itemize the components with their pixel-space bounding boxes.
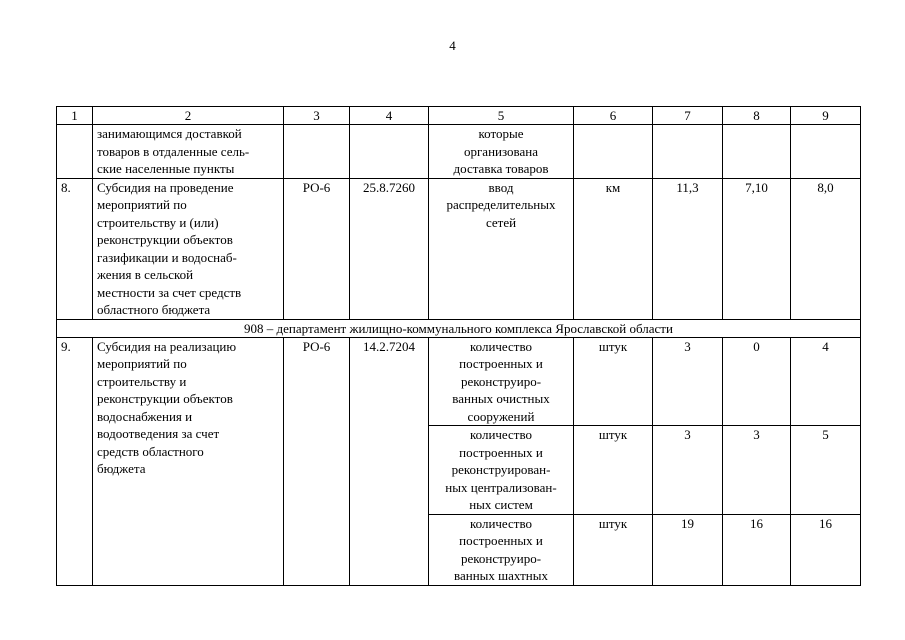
- row-number-cell: 9.: [57, 337, 93, 585]
- text-line: средств областного: [97, 443, 204, 459]
- value-cell: 5: [791, 426, 861, 515]
- code-cell: РО-6: [284, 337, 350, 585]
- kbk-cell: 25.8.7260: [350, 178, 429, 319]
- header-cell: 7: [653, 107, 723, 125]
- text-line: водоотведения за счет: [97, 426, 220, 441]
- row-number-cell: [57, 125, 93, 179]
- text-line: реконструиро-: [460, 550, 542, 566]
- measure-name-cell: [93, 125, 284, 179]
- text-line: мероприятий по: [97, 356, 187, 371]
- text-line: организована: [463, 143, 539, 159]
- text-line: занимающимся доставкой: [97, 126, 242, 141]
- unit-cell: км: [574, 178, 653, 319]
- header-row: [57, 107, 861, 125]
- indicator-cell: [429, 178, 574, 319]
- text-line: ские населенные пункты: [97, 161, 235, 176]
- header-cell: 5: [429, 107, 574, 125]
- page-number: 4: [449, 38, 456, 53]
- indicator-cell: [429, 514, 574, 585]
- text-line: сооружений: [467, 408, 535, 424]
- text-line: ных централизован-: [445, 479, 557, 495]
- unit-cell: штук: [574, 514, 653, 585]
- table-row: [57, 337, 861, 426]
- table-row: [57, 125, 861, 179]
- text-line: которые: [478, 126, 524, 141]
- text-line: ных систем: [469, 497, 533, 512]
- text-line: построенных и: [459, 533, 543, 548]
- text-line: сетей: [485, 214, 517, 230]
- value-cell: 16: [791, 514, 861, 585]
- value-cell: [791, 125, 861, 179]
- text-line: товаров в отдаленные сель-: [97, 143, 250, 159]
- text-line: областного бюджета: [97, 302, 211, 317]
- text-line: реконструирован-: [451, 462, 551, 477]
- text-line: газификации и водоснаб-: [97, 249, 237, 265]
- text-line: доставка товаров: [453, 161, 549, 176]
- text-line: водоснабжения и: [97, 408, 193, 424]
- header-cell: 6: [574, 107, 653, 125]
- code-cell: РО-6: [284, 178, 350, 319]
- text-line: ванных шахтных: [454, 568, 548, 583]
- indicator-cell: [429, 125, 574, 179]
- indicator-table: [56, 106, 861, 586]
- value-cell: 11,3: [653, 178, 723, 319]
- value-cell: 3: [653, 337, 723, 426]
- header-cell: 9: [791, 107, 861, 125]
- department-row: [57, 319, 861, 337]
- value-cell: 16: [723, 514, 791, 585]
- indicator-cell: [429, 426, 574, 515]
- unit-cell: штук: [574, 337, 653, 426]
- text-line: мероприятий по: [97, 197, 187, 212]
- unit-cell: штук: [574, 426, 653, 515]
- header-cell: 1: [57, 107, 93, 125]
- text-line: построенных и: [459, 444, 543, 460]
- text-line: ввод: [488, 179, 514, 195]
- text-line: Субсидия на реализацию: [97, 338, 237, 354]
- header-cell: 4: [350, 107, 429, 125]
- value-cell: 19: [653, 514, 723, 585]
- text-line: ванных очистных: [452, 391, 550, 406]
- text-line: реконструкции объектов: [97, 391, 233, 406]
- kbk-cell: [350, 125, 429, 179]
- row-number-cell: 8.: [57, 178, 93, 319]
- text-line: жения в сельской: [97, 267, 194, 282]
- header-cell: 3: [284, 107, 350, 125]
- text-line: количество: [469, 338, 533, 354]
- text-line: построенных и: [459, 356, 543, 371]
- value-cell: 3: [653, 426, 723, 515]
- text-line: реконструиро-: [460, 373, 542, 389]
- value-cell: 8,0: [791, 178, 861, 319]
- table-row: [57, 178, 861, 319]
- value-cell: 3: [723, 426, 791, 515]
- measure-name-cell: [93, 337, 284, 585]
- text-line: количество: [469, 515, 533, 531]
- value-cell: 0: [723, 337, 791, 426]
- header-cell: 8: [723, 107, 791, 125]
- value-cell: 7,10: [723, 178, 791, 319]
- code-cell: [284, 125, 350, 179]
- header-cell: 2: [93, 107, 284, 125]
- text-line: Субсидия на проведение: [97, 179, 234, 195]
- text-line: распределительных: [446, 197, 556, 212]
- value-cell: [653, 125, 723, 179]
- text-line: реконструкции объектов: [97, 232, 233, 247]
- indicator-cell: [429, 337, 574, 426]
- text-line: строительству и (или): [97, 214, 219, 230]
- measure-name-cell: [93, 178, 284, 319]
- value-cell: 4: [791, 337, 861, 426]
- department-heading: 908 – департамент жилищно-коммунального комплекса Ярославской области: [57, 319, 861, 337]
- text-line: количество: [469, 427, 533, 442]
- value-cell: [723, 125, 791, 179]
- text-line: бюджета: [97, 461, 146, 476]
- unit-cell: [574, 125, 653, 179]
- text-line: местности за счет средств: [97, 284, 242, 300]
- text-line: строительству и: [97, 373, 187, 389]
- kbk-cell: 14.2.7204: [350, 337, 429, 585]
